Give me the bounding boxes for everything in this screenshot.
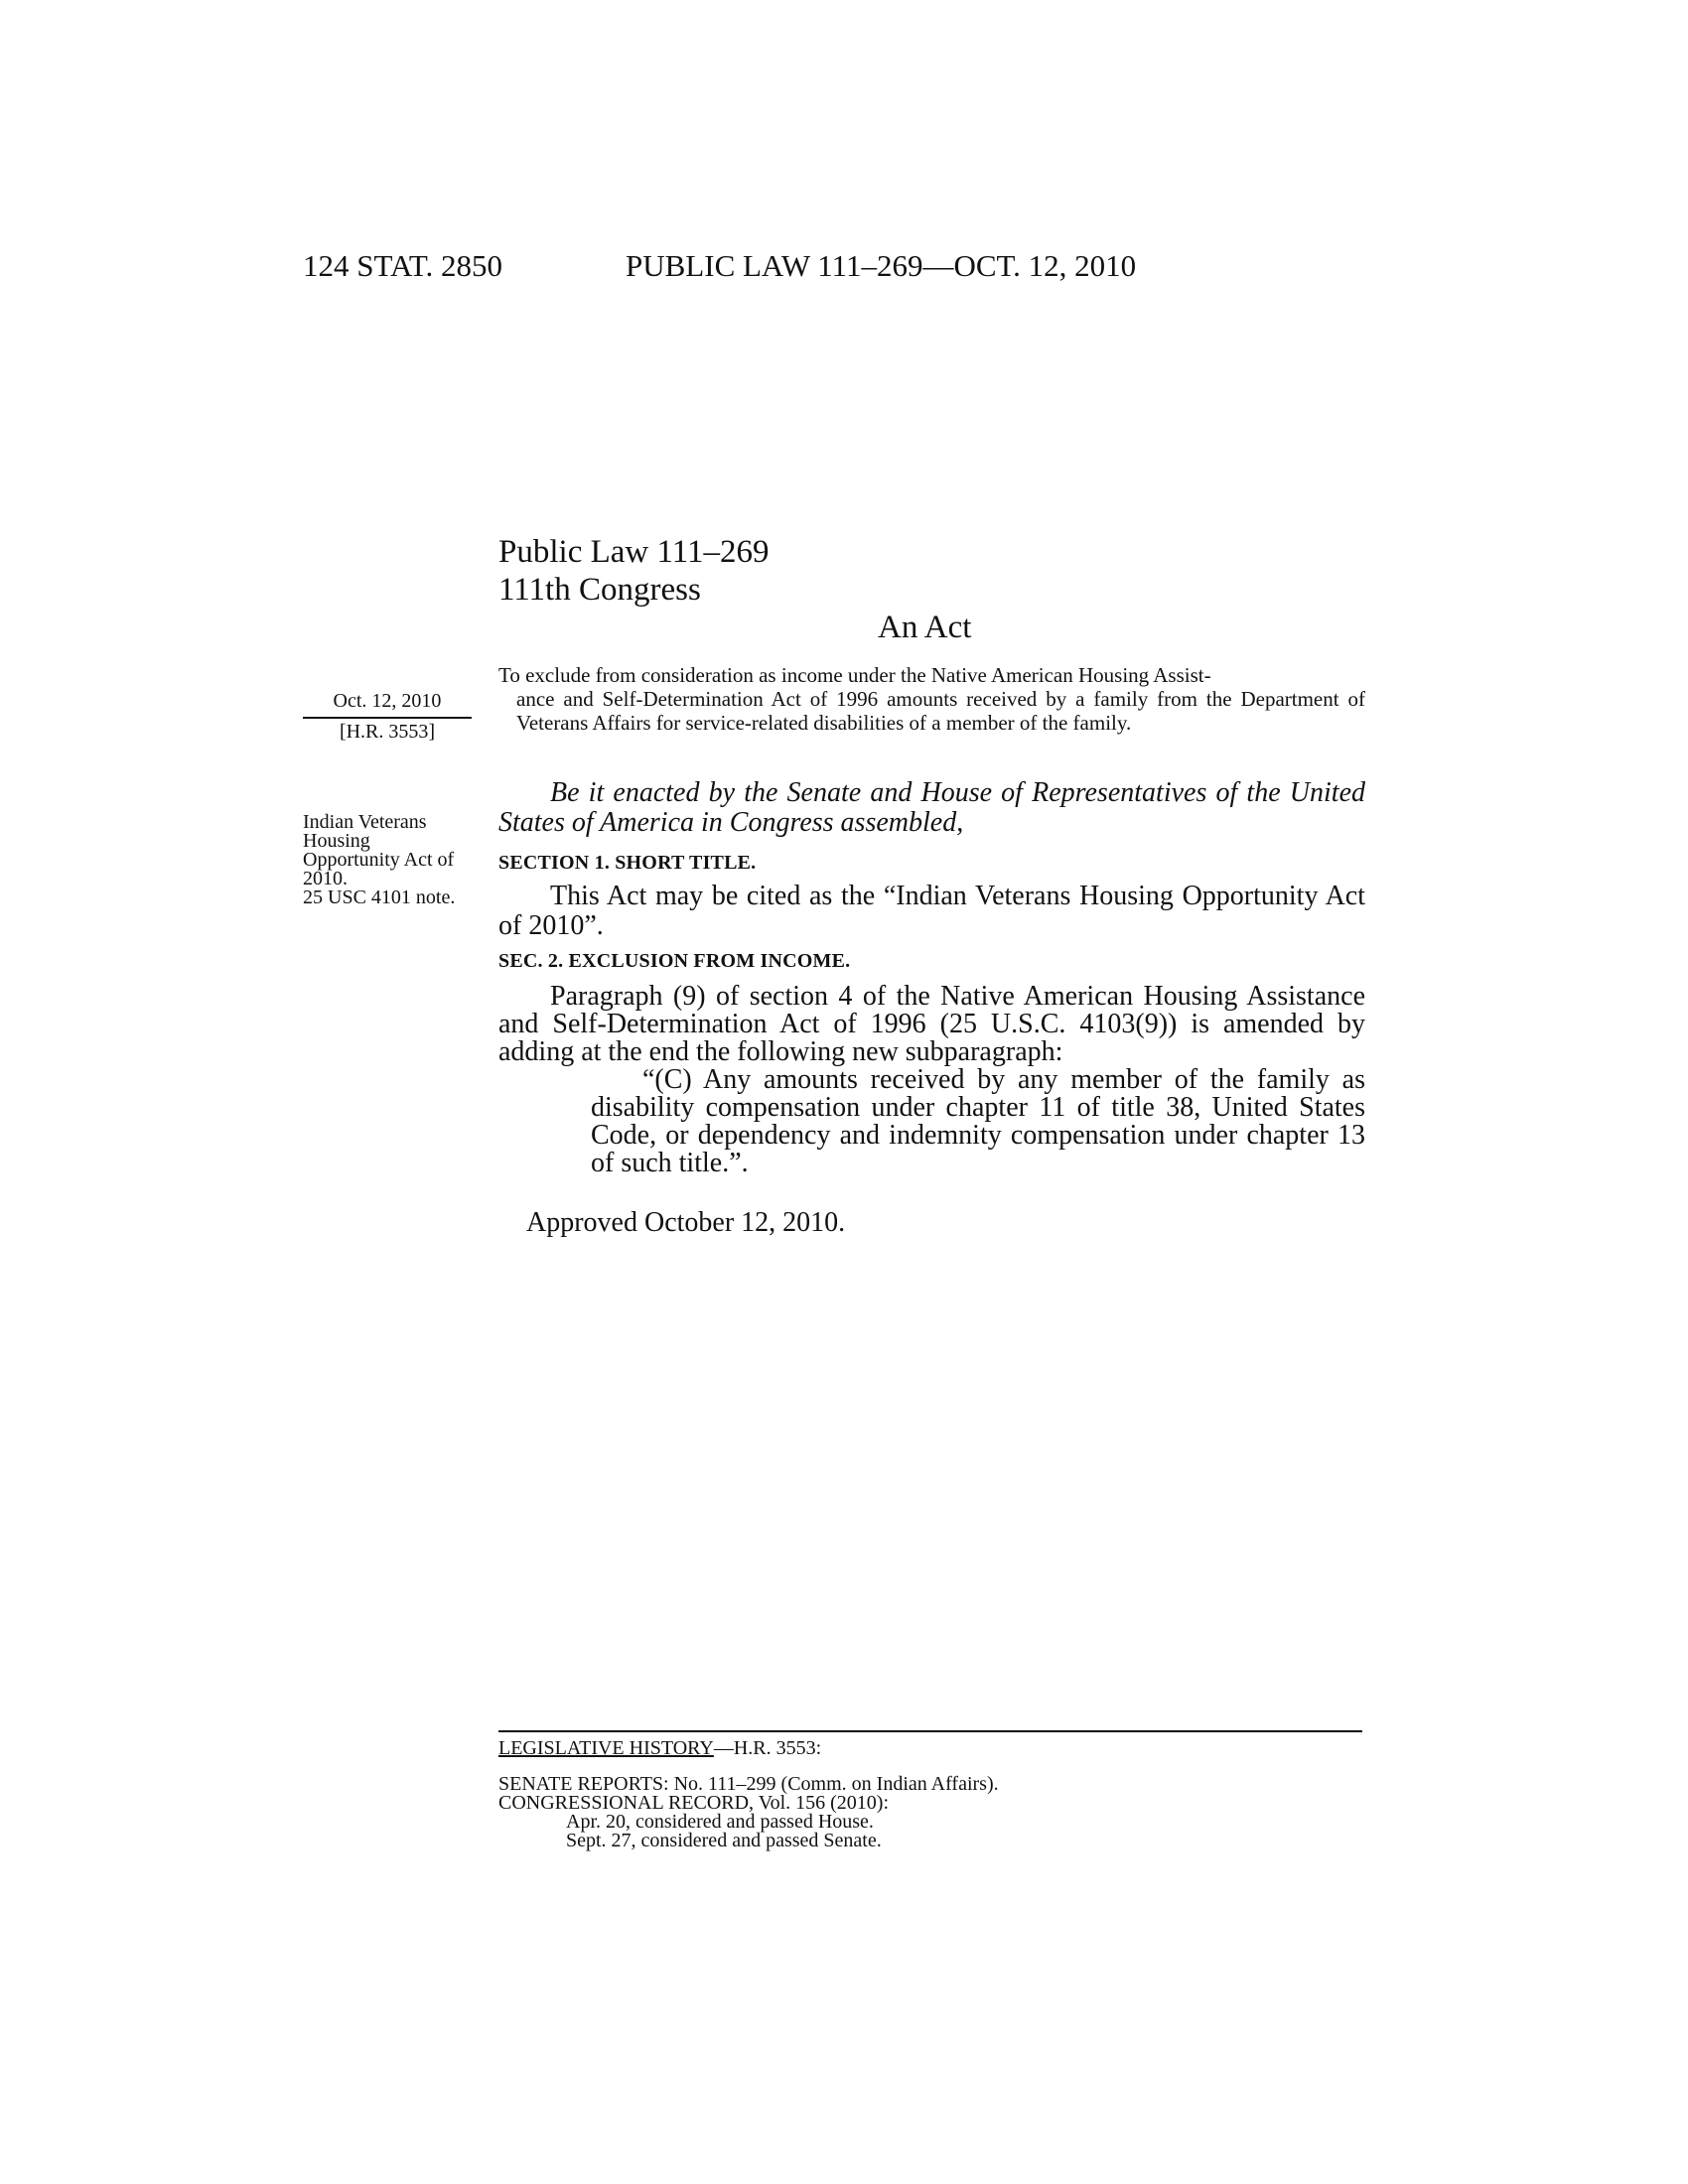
record-entry-house: Apr. 20, considered and passed House. bbox=[566, 1811, 874, 1833]
section-1-heading: SECTION 1. SHORT TITLE. bbox=[498, 852, 757, 874]
legislative-history-bill: —H.R. 3553: bbox=[713, 1737, 822, 1759]
purpose-first-line: To exclude from consideration as income under the Native American Housing Assist- bbox=[498, 663, 1211, 687]
senate-reports: SENATE REPORTS: No. 111–299 (Comm. on Indian Affairs). bbox=[498, 1773, 999, 1795]
margin-note-short-title bbox=[303, 813, 472, 907]
section-2-body: Paragraph (9) of section 4 of the Native American Housing Assistance and Self-Determination Act of 1996 (25 U.S.C. 4103(9)) is amended by adding at the end the following new subparagraph: bbox=[498, 981, 1365, 1067]
section-2-heading: SEC. 2. EXCLUSION FROM INCOME. bbox=[498, 950, 851, 972]
section-1-body: This Act may be cited as the “Indian Veterans Housing Opportunity Act of 2010”. bbox=[498, 881, 1365, 941]
legislative-history-title bbox=[498, 1738, 821, 1758]
record-entry-senate: Sept. 27, considered and passed Senate. bbox=[566, 1830, 882, 1851]
act-title: An Act bbox=[878, 610, 972, 645]
running-header: PUBLIC LAW 111–269—OCT. 12, 2010 bbox=[626, 248, 1137, 283]
enacting-clause: Be it enacted by the Senate and House of Representatives of the United States of America in Congress assembled, bbox=[498, 777, 1365, 838]
purpose-rest: ance and Self-Determination Act of 1996 amounts received by a family from the Department of Veterans Affairs for service-related disabilities of a member of the family. bbox=[516, 687, 1365, 735]
statute-page-number: 124 STAT. 2850 bbox=[303, 248, 503, 283]
margin-note-divider bbox=[303, 717, 472, 719]
section-2-quoted-subparagraph: “(C) Any amounts received by any member of the family as disability compensation under chapter 11 of title 38, United States Code, or dependency and indemnity compensation under chapter 13 of such title.”. bbox=[591, 1064, 1365, 1178]
legislative-history-label: LEGISLATIVE HISTORY bbox=[498, 1737, 714, 1759]
margin-note-usc: 25 USC 4101 note. bbox=[303, 887, 456, 908]
margin-note-short-title-text: Indian Veterans Housing Opportunity Act of 2010. bbox=[303, 811, 455, 889]
legislative-history-rule bbox=[498, 1730, 1362, 1732]
congressional-record: CONGRESSIONAL RECORD, Vol. 156 (2010): bbox=[498, 1792, 889, 1814]
approval-date: Approved October 12, 2010. bbox=[526, 1207, 846, 1238]
margin-note-bill: [H.R. 3553] bbox=[339, 721, 436, 743]
public-law-number: Public Law 111–269 bbox=[498, 534, 770, 570]
congress-number: 111th Congress bbox=[498, 572, 701, 608]
margin-note-date: Oct. 12, 2010 bbox=[333, 690, 442, 712]
purpose-statement bbox=[498, 663, 1365, 735]
